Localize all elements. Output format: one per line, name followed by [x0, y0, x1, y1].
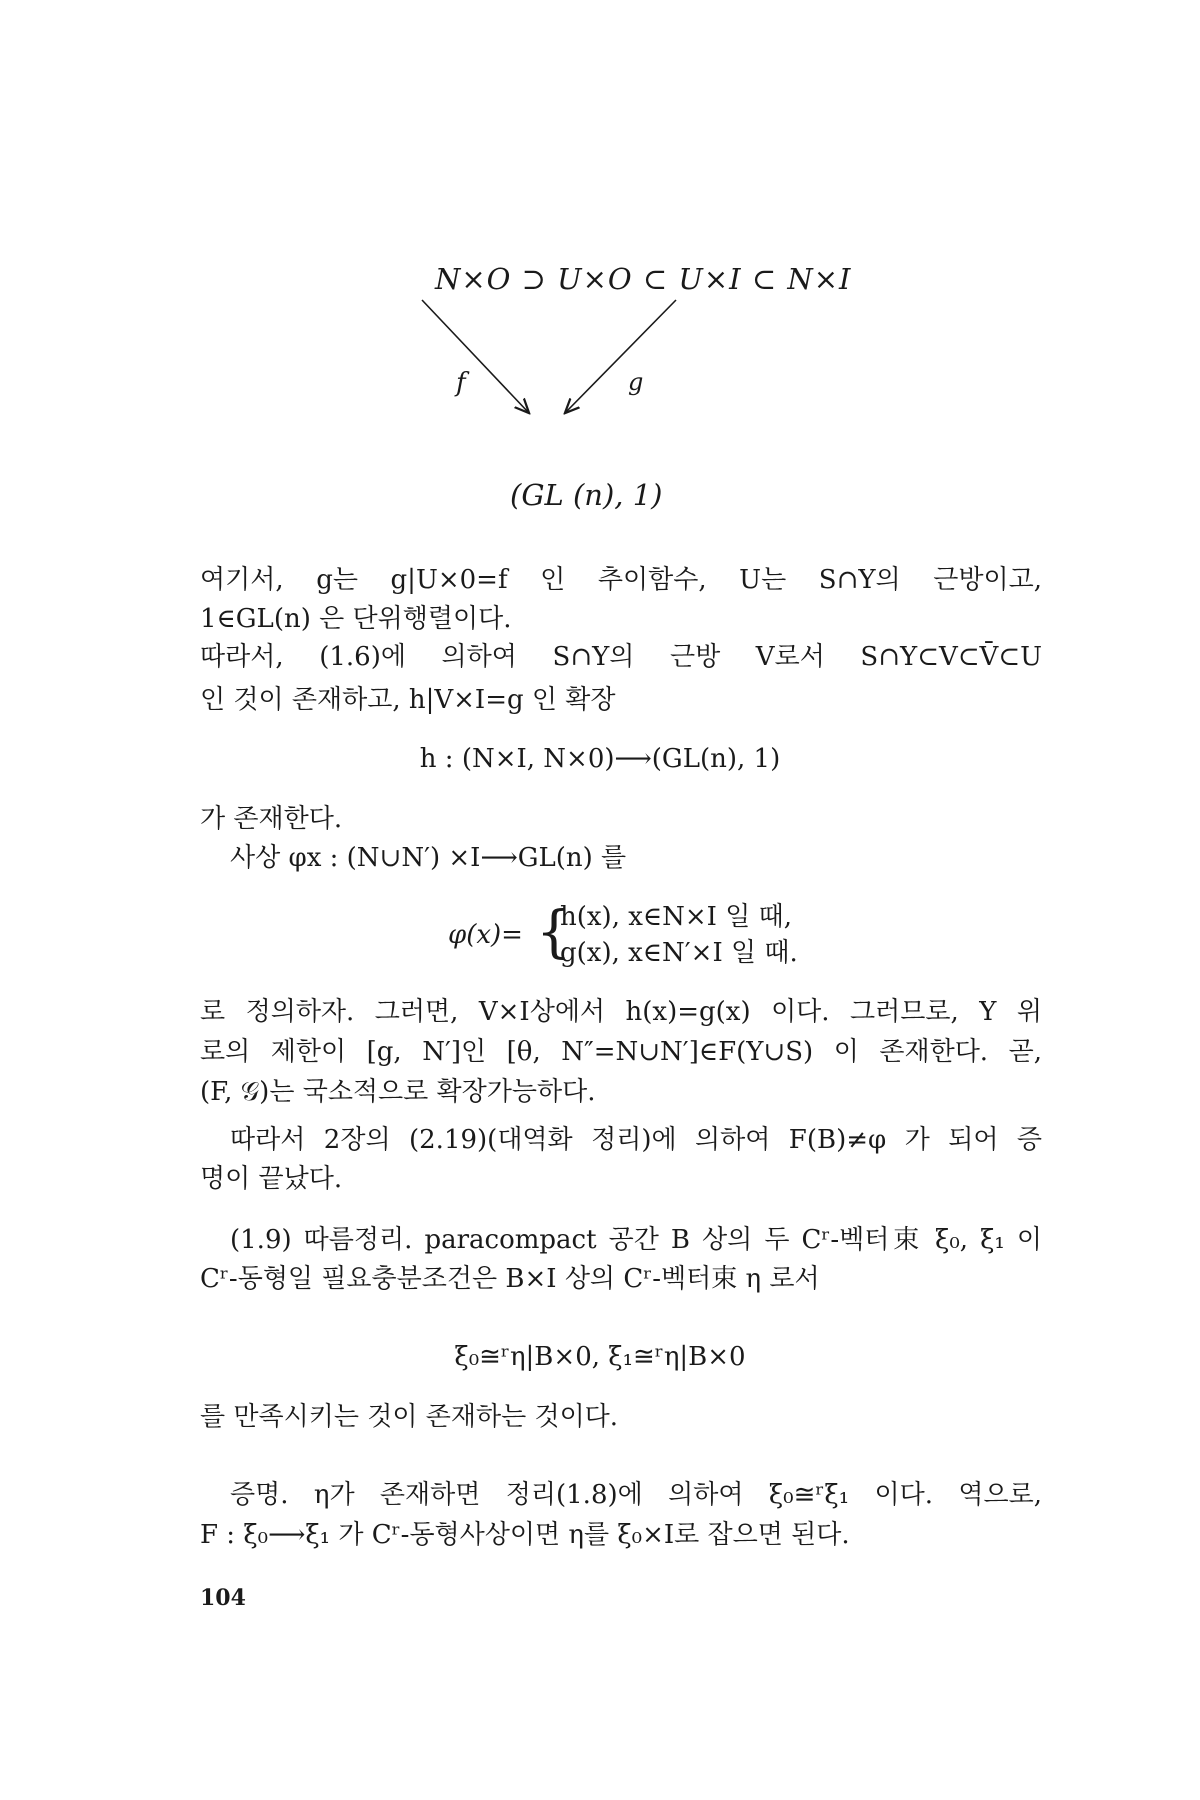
text-line: 사상 φx : (N∪N′) ×I⟶GL(n) 를: [230, 843, 627, 873]
arrow-f: [422, 300, 528, 412]
text-line: 가 존재한다.: [200, 804, 343, 834]
text-line: Cʳ-동형일 필요충분조건은 B×I 상의 Cʳ-벡터束 η 로서: [200, 1264, 820, 1294]
commutative-diagram: [400, 250, 852, 520]
piecewise-lhs: φ(x)=: [448, 920, 523, 950]
proof-line: 증명. η가 존재하면 정리(1.8)에 의하여 ξ₀≅ʳξ₁ 이다. 역으로,: [230, 1480, 1042, 1510]
case-2: g(x), x∈N′×I 일 때.: [560, 938, 798, 968]
text-line: 명이 끝났다.: [200, 1164, 343, 1194]
arrow-label-f: f: [456, 368, 466, 398]
text-line: (F, 𝒢)는 국소적으로 확장가능하다.: [200, 1077, 596, 1107]
display-equation: ξ₀≅ʳη|B×0, ξ₁≅ʳη|B×0: [454, 1342, 746, 1372]
text-line: 따라서, (1.6)에 의하여 S∩Y의 근방 V로서 S∩Y⊂V⊂V̄⊂U: [200, 642, 1042, 672]
text-line: 로 정의하자. 그러면, V×I상에서 h(x)=g(x) 이다. 그러므로, Y 위: [200, 997, 1042, 1027]
text-line: 를 만족시키는 것이 존재하는 것이다.: [200, 1402, 619, 1432]
diagram-bottom: (GL (n), 1): [510, 478, 663, 512]
text-line: 로의 제한이 [g, N′]인 [θ, N″=N∪N′]∈F(Y∪S) 이 존재한다. 곧,: [200, 1037, 1042, 1067]
text-line: 1∈GL(n) 은 단위행렬이다.: [200, 604, 512, 634]
text-line: F : ξ₀⟶ξ₁ 가 Cʳ-동형사상이면 η를 ξ₀×I로 잡으면 된다.: [200, 1520, 850, 1550]
brace: {: [536, 900, 572, 965]
case-1: h(x), x∈N×I 일 때,: [560, 902, 792, 932]
page-number: 104: [200, 1585, 246, 1611]
text-line: 따라서 2장의 (2.19)(대역화 정리)에 의하여 F(B)≠φ 가 되어 증: [230, 1125, 1042, 1155]
text-line: 여기서, g는 g|U×0=f 인 추이함수, U는 S∩Y의 근방이고,: [200, 565, 1042, 595]
display-equation: h : (N×I, N×0)⟶(GL(n), 1): [419, 744, 781, 774]
arrow-label-g: g: [628, 368, 644, 396]
corollary-heading: (1.9) 따름정리. paracompact 공간 B 상의 두 Cʳ-벡터束 ξ₀, ξ₁ 이: [230, 1225, 1042, 1255]
diagram-top-row: N×O ⊃ U×O ⊂ U×I ⊂ N×I: [435, 262, 852, 296]
text-line: 인 것이 존재하고, h|V×I=g 인 확장: [200, 685, 616, 715]
arrow-g: [566, 300, 676, 412]
